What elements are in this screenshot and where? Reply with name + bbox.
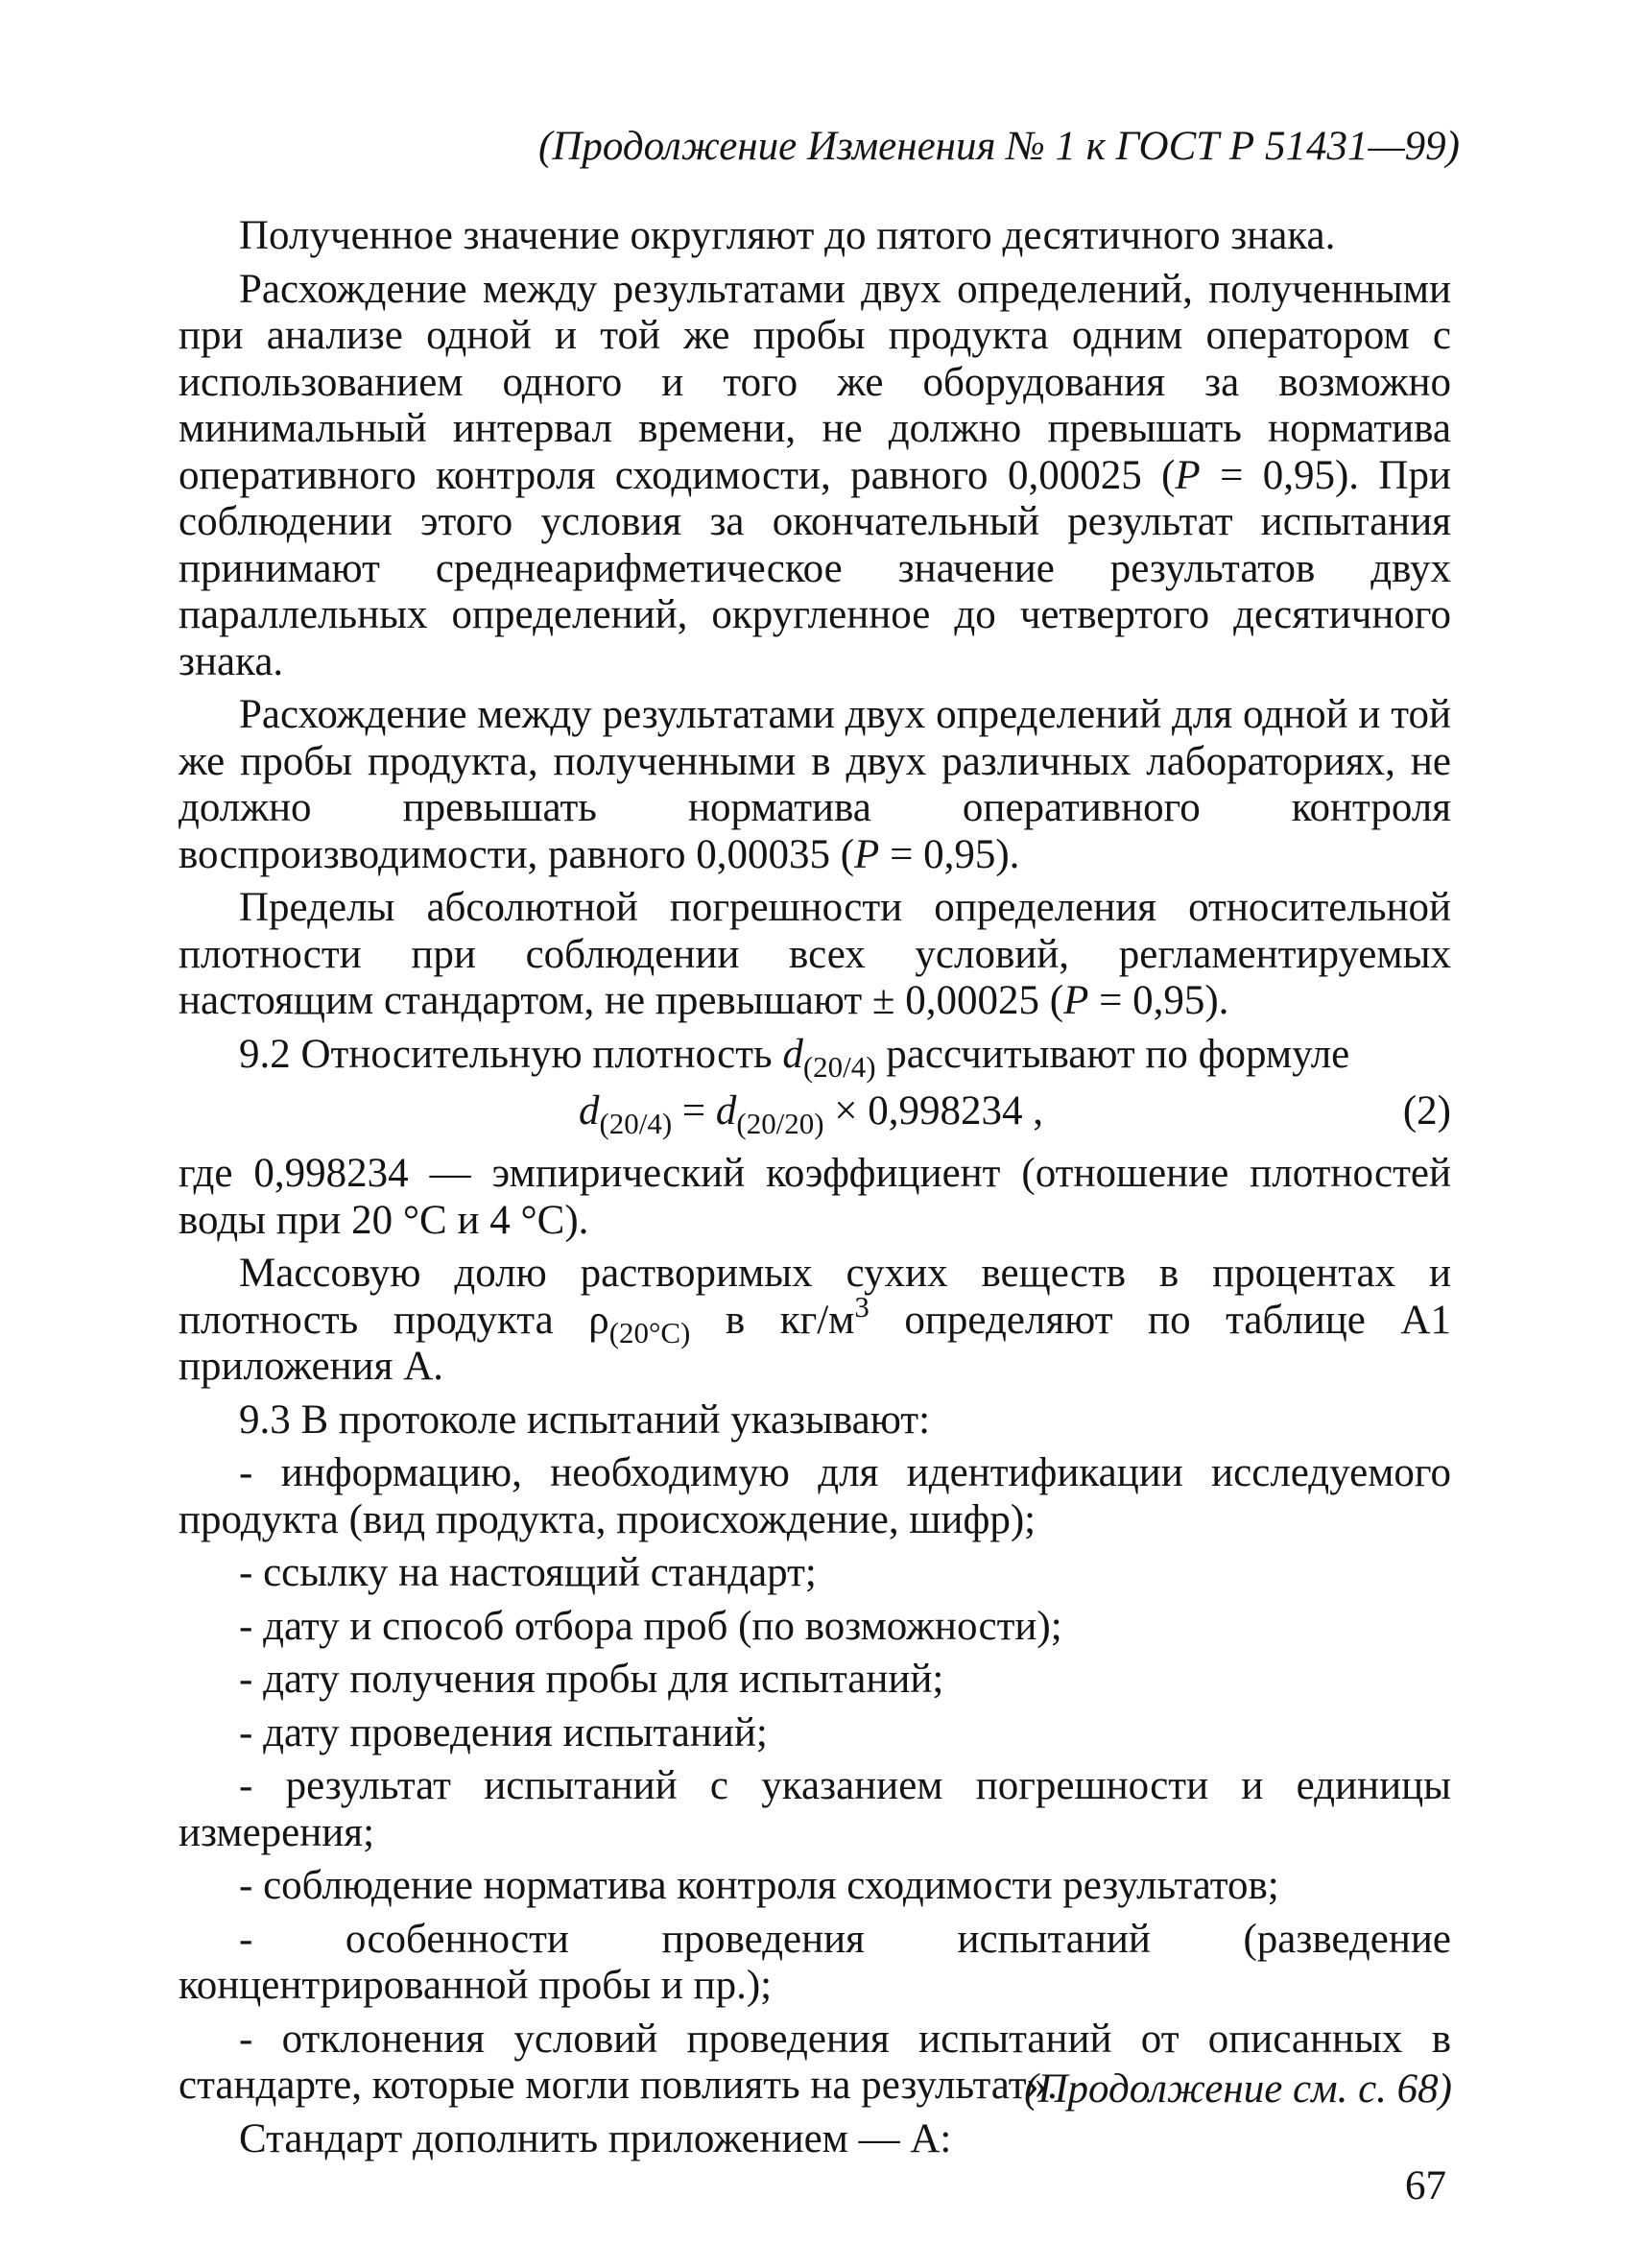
list-item: - дату проведения испытаний; xyxy=(239,1709,768,1755)
list-item: - результат испытаний с указанием погрешности и единицы измерения; xyxy=(179,1763,1451,1855)
list-item: - дату получения пробы для испытаний; xyxy=(239,1657,944,1702)
page-header: (Продолжение Изменения № 1 к ГОСТ Р 51431—99) xyxy=(538,124,1460,169)
list-item: - особенности проведения испытаний (разведение концентрированной пробы и пр.); xyxy=(179,1916,1451,2008)
body-text xyxy=(179,213,1451,2169)
list-item: - информацию, необходимую для идентификации исследуемого продукта (вид продукта, происхождение, шифр); xyxy=(179,1450,1451,1542)
continuation-note: (Продолжение см. с. 68) xyxy=(1024,2066,1452,2112)
formula-number: (2) xyxy=(1402,1088,1451,1134)
list-item: - ссылку на настоящий стандарт; xyxy=(239,1550,817,1595)
paragraph-9-2: 9.2 Относительную плотность $d_{(20/4)}$ рассчитывают по формуле xyxy=(239,1031,1350,1084)
paragraph-coefficient: где 0,998234 — эмпирический коэффициент (отношение плотностей воды при 20 °С и 4 °С). xyxy=(179,1151,1451,1243)
paragraph-closing: Стандарт дополнить приложением — А: xyxy=(239,2115,952,2161)
formula-expression: $d_{(20/4)} = d_{(20/20)} \times 0,998234$ , xyxy=(579,1088,1044,1140)
list-item: - отклонения условий проведения испытаний от описанных в стандарте, которые могли повлиять на результат». xyxy=(179,2016,1451,2108)
paragraph-rounding: Полученное значение округляют до пятого десятичного знака. xyxy=(239,213,1336,258)
list-item: - соблюдение норматива контроля сходимости результатов; xyxy=(239,1863,1279,1908)
paragraph-9-3: 9.3 В протоколе испытаний указывают: xyxy=(239,1397,931,1443)
formula-2 xyxy=(179,1085,1451,1146)
list-item: - дату и способ отбора проб (по возможности); xyxy=(239,1603,1062,1649)
page-number: 67 xyxy=(1405,2163,1446,2208)
paragraph-reproducibility: Расхождение между результатами двух определений для одной и той же пробы продукта, полученными в двух различных лабораториях, не должно превышать норматива оперативного контроля воспроизводимости, равного 0,00035 (P = 0,95). xyxy=(179,692,1451,877)
paragraph-mass-fraction: Массовую долю растворимых сухих веществ в процентах и плотность продукта $\rho_{(20^\circ С)}$ в $кг/м^3$ определяют по таблице А1 приложения А. xyxy=(179,1251,1451,1389)
paragraph-repeatability: Расхождение между результатами двух определений, полученными при анализе одной и той же пробы продукта одним оператором с использованием одного и того же оборудования за возможно минимальный интервал времени, не должно превышать норматива оперативного контроля сходимости, равного 0,00025 (P = 0,95). При соблюдении этого условия за окончательный результат испытания принимают среднеарифметическое значение результатов двух параллельных определений, округленное до четвертого десятичного знака. xyxy=(179,266,1451,684)
paragraph-error-limits: Пределы абсолютной погрешности определения относительной плотности при соблюдении всех условий, регламентируемых настоящим стандартом, не превышают ± 0,00025 (P = 0,95). xyxy=(179,885,1451,1023)
